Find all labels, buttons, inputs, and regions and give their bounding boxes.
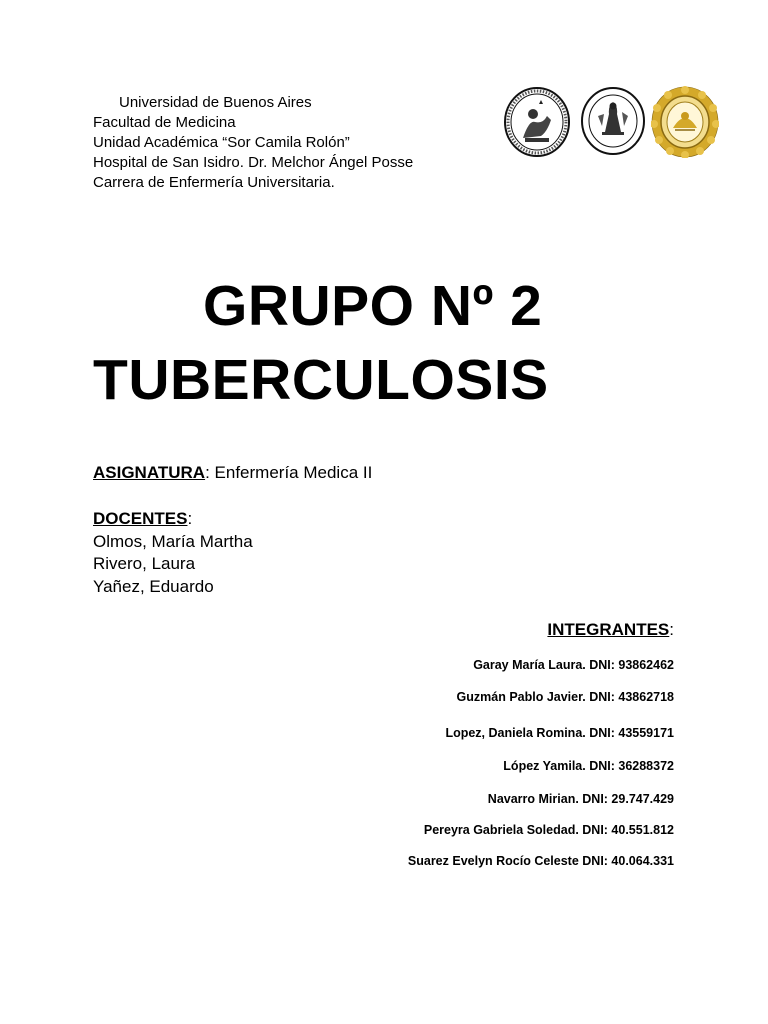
gold-emblem-icon (651, 86, 719, 158)
teacher-name: Olmos, María Martha (93, 531, 253, 551)
academic-unit: Unidad Académica “Sor Camila Rolón” (93, 134, 350, 151)
institution-seals (503, 86, 723, 158)
member-item: Guzmán Pablo Javier. DNI: 43862718 (456, 690, 674, 704)
uba-seal-icon (503, 86, 571, 158)
member-item: López Yamila. DNI: 36288372 (503, 759, 674, 773)
institution-header (93, 93, 413, 193)
members-label: INTEGRANTES (547, 620, 670, 639)
member-item: Lopez, Daniela Romina. DNI: 43559171 (445, 726, 674, 740)
members-separator: : (669, 620, 674, 639)
group-title: GRUPO Nº 2 (203, 274, 543, 338)
teachers-label: DOCENTES (93, 509, 188, 528)
teacher-name: Rivero, Laura (93, 554, 196, 573)
teachers-separator: : (187, 509, 193, 528)
member-item: Navarro Mirian. DNI: 29.747.429 (487, 792, 674, 806)
member-item: Suarez Evelyn Rocío Celeste DNI: 40.064.331 (407, 854, 674, 868)
faculty-medicine-seal-icon (580, 86, 646, 156)
members-heading (547, 620, 674, 640)
subject-line (93, 463, 372, 483)
university-name: Universidad de Buenos Aires (119, 94, 312, 111)
teachers-section (93, 508, 253, 598)
member-item: Garay María Laura. DNI: 93862462 (473, 658, 674, 672)
teacher-name: Yañez, Eduardo (93, 576, 214, 596)
topic-title: TUBERCULOSIS (93, 348, 549, 412)
faculty-name: Facultad de Medicina (93, 114, 236, 131)
subject-label: ASIGNATURA (93, 463, 206, 482)
hospital-name: Hospital de San Isidro. Dr. Melchor Ángel Posse (93, 154, 414, 171)
member-item: Pereyra Gabriela Soledad. DNI: 40.551.812 (423, 823, 674, 837)
subject-value: Enfermería Medica II (209, 463, 373, 482)
career-name: Carrera de Enfermería Universitaria. (93, 174, 335, 191)
subject-separator: : (205, 463, 210, 482)
